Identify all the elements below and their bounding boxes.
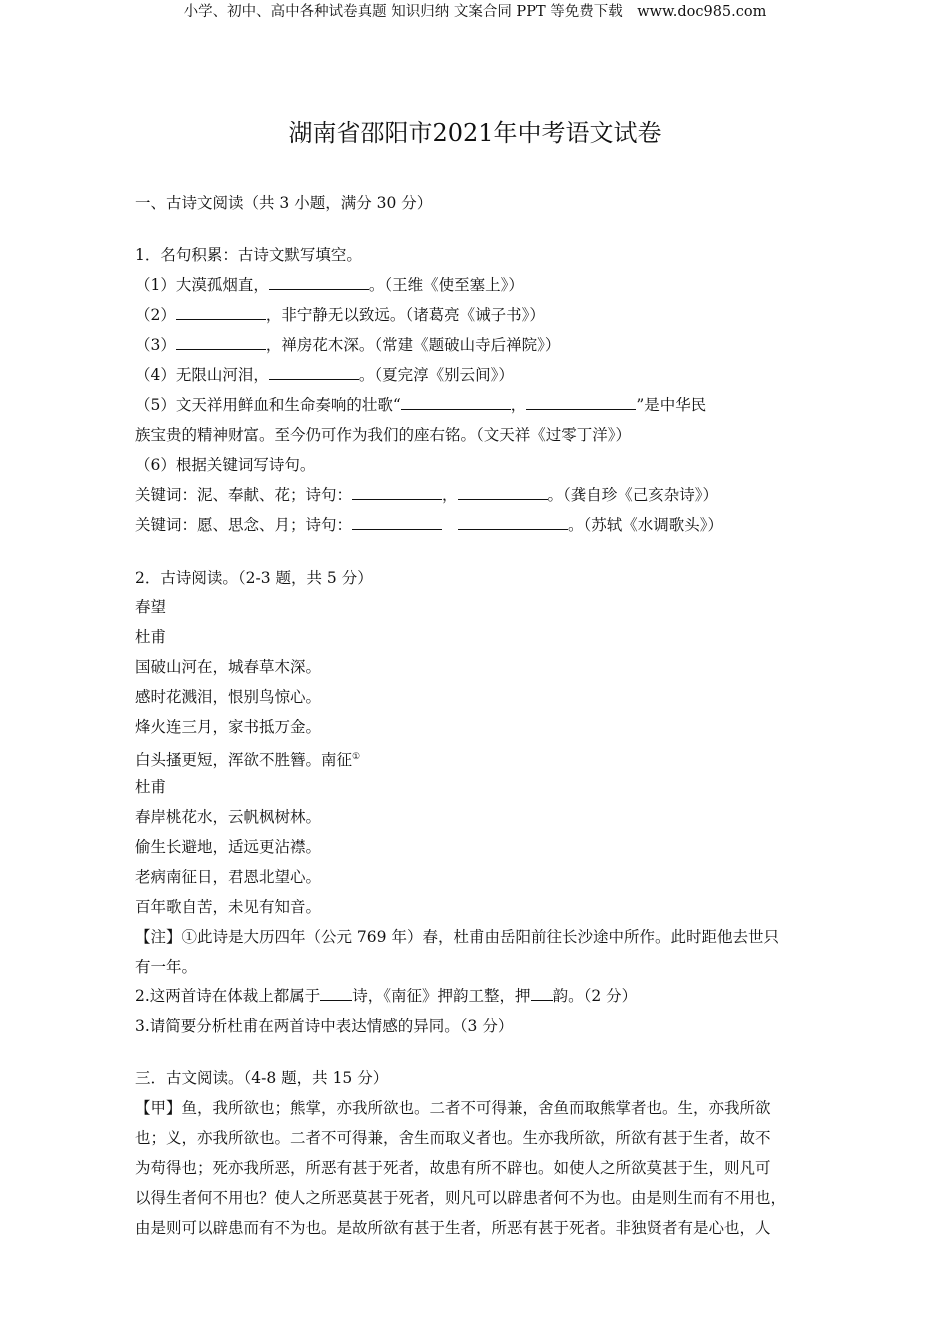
- q3: 3.请简要分析杜甫在两首诗中表达情感的异同。（3 分）: [135, 1017, 514, 1035]
- keyword-line-2: 关键词：愿、思念、月；诗句： 。（苏轼《水调歌头》）: [135, 516, 724, 534]
- poem1-author: 杜甫: [135, 628, 167, 646]
- poem-line: 烽火连三月，家书抵万金。: [135, 718, 322, 736]
- footnote-cont: 有一年。: [135, 958, 198, 976]
- answer-blank[interactable]: [269, 275, 369, 290]
- poem2-author: 杜甫: [135, 778, 167, 796]
- answer-blank[interactable]: [269, 365, 359, 380]
- footnote-mark: ①: [352, 752, 361, 762]
- q1-line-1: （1）大漠孤烟直， 。（王维《使至塞上》）: [135, 276, 524, 294]
- poem1-title: 春望: [135, 598, 167, 616]
- q1-line-2: （2） ，非宁静无以致远。（诸葛亮《诫子书》）: [135, 306, 545, 324]
- answer-blank[interactable]: [352, 515, 442, 530]
- poem-line: 老病南征日，君恩北望心。: [135, 868, 322, 886]
- poem-line: 偷生长避地，适远更沾襟。: [135, 838, 322, 856]
- poem-line: 百年歌自苦，未见有知音。: [135, 898, 322, 916]
- q1-line-5: （5）文天祥用鲜血和生命奏响的壮歌“ ， ”是中华民: [135, 396, 707, 414]
- section1-heading: 一、古诗文阅读（共 3 小题，满分 30 分）: [135, 194, 433, 212]
- q1-line-6: （6）根据关键词写诗句。: [135, 456, 316, 474]
- site-header: 小学、初中、高中各种试卷真题 知识归纳 文案合同 PPT 等免费下载 www.doc985.com: [183, 4, 767, 20]
- poem-line: 春岸桃花水，云帆枫树林。: [135, 808, 322, 826]
- q1-stem: 1．名句积累：古诗文默写填空。: [135, 246, 362, 264]
- passage-line: 也；义，亦我所欲也。二者不可得兼，舍生而取义者也。生亦我所欲，所欲有甚于生者，故不: [135, 1129, 771, 1147]
- passage-line: 以得生者何不用也？使人之所恶莫甚于死者，则凡可以辟患者何不为也。由是则生而有不用也，: [135, 1189, 787, 1207]
- passage-line: 由是则可以辟患而有不为也。是故所欲有甚于生者，所恶有甚于死者。非独贤者有是心也，人: [135, 1219, 771, 1237]
- q1-line-3: （3） ，禅房花木深。（常建《题破山寺后禅院》）: [135, 336, 561, 354]
- poem-line: 国破山河在，城春草木深。: [135, 658, 322, 676]
- keyword-line-1: 关键词：泥、奉献、花；诗句： ， 。（龚自珍《己亥杂诗》）: [135, 486, 719, 504]
- q1-line-5-cont: 族宝贵的精神财富。至今仍可作为我们的座右铭。（文天祥《过零丁洋》）: [135, 426, 632, 444]
- poem-line: 白头搔更短，浑欲不胜簪。南征①: [135, 751, 361, 769]
- answer-blank[interactable]: [352, 485, 442, 500]
- answer-blank[interactable]: [176, 305, 266, 320]
- q2: 2.这两首诗在体裁上都属于 诗，《南征》押韵工整，押 韵。（2 分）: [135, 987, 638, 1005]
- answer-blank[interactable]: [526, 395, 636, 410]
- section3-heading: 三．古文阅读。（4-8 题，共 15 分）: [135, 1069, 389, 1087]
- footnote: 【注】①此诗是大历四年（公元 769 年）春，杜甫由岳阳前往长沙途中所作。此时距他去世只: [135, 928, 779, 946]
- q1-line-4: （4）无限山河泪， 。（夏完淳《别云间》）: [135, 366, 514, 384]
- answer-blank[interactable]: [176, 335, 266, 350]
- answer-blank[interactable]: [458, 485, 548, 500]
- passage-line: 【甲】鱼，我所欲也；熊掌，亦我所欲也。二者不可得兼，舍鱼而取熊掌者也。生，亦我所欲: [135, 1099, 771, 1117]
- answer-blank[interactable]: [320, 986, 352, 1001]
- answer-blank[interactable]: [531, 986, 553, 1001]
- answer-blank[interactable]: [458, 515, 568, 530]
- page-title: 湖南省邵阳市2021年中考语文试卷: [288, 119, 662, 147]
- passage-line: 为苟得也；死亦我所恶，所恶有甚于死者，故患有所不辟也。如使人之所欲莫甚于生，则凡可: [135, 1159, 771, 1177]
- answer-blank[interactable]: [401, 395, 511, 410]
- section2-heading: 2．古诗阅读。（2-3 题，共 5 分）: [135, 569, 373, 587]
- poem-line: 感时花溅泪，恨别鸟惊心。: [135, 688, 322, 706]
